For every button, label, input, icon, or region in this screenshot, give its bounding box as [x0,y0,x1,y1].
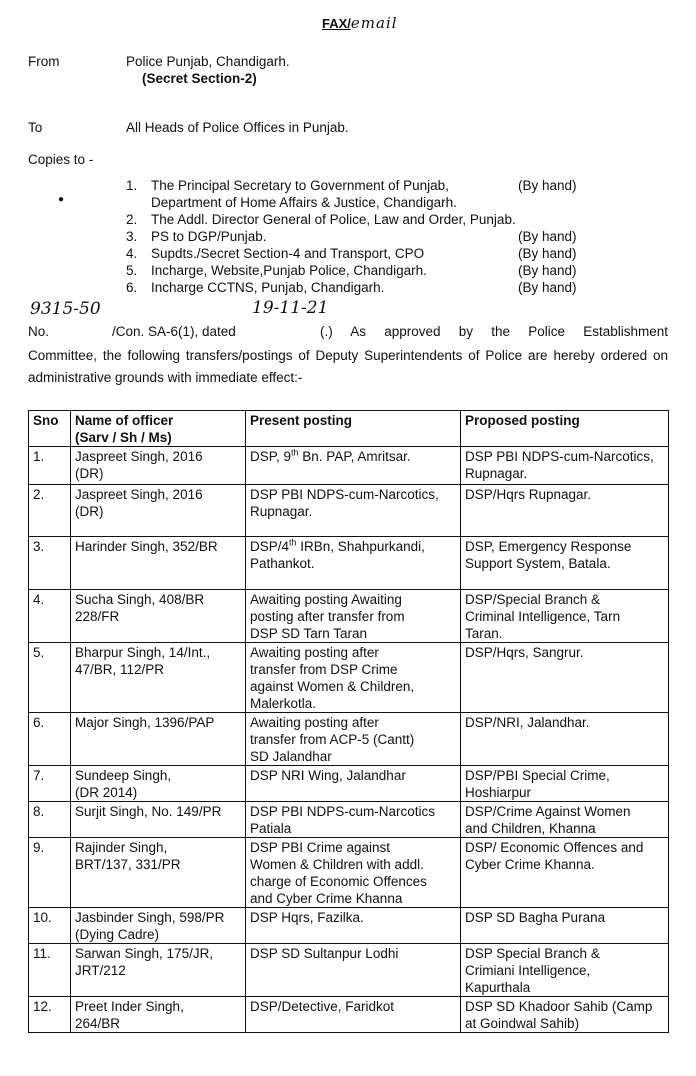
present-suffix: IRBn, Shahpurkandi, Pathankot. [250,539,425,571]
cell-name: Jaspreet Singh, 2016 (DR) [71,447,246,485]
copy-item [126,279,596,296]
copy-item [126,228,596,245]
cell-present: DSP SD Sultanpur Lodhi [246,944,461,997]
cell-sno: 2. [29,485,71,537]
cell-present: Awaiting posting Awaiting posting after transfer from DSP SD Tarn Taran [246,590,461,643]
header-present-posting: Present posting [246,411,461,447]
handwritten-email-note: email [350,14,398,32]
copy-num: 6. [126,280,138,295]
copy-text: Supdts./Secret Section-4 and Transport, CPO [151,246,425,261]
copy-num: 2. [126,212,138,227]
present-suffix: Bn. PAP, Amritsar. [298,449,411,464]
order-first-line: (.) As approved by the Police Establishment [320,324,668,339]
copies-list [126,177,596,296]
copy-by: (By hand) [518,280,577,295]
copy-num: 3. [126,229,138,244]
table-row [29,944,669,997]
from-label: From [28,54,60,69]
table-row [29,713,669,766]
cell-sno: 3. [29,537,71,590]
cell-name: Preet Inder Singh, 264/BR [71,997,246,1033]
bullet-dot: ● [58,194,65,205]
table-row [29,838,669,908]
from-office: Police Punjab, Chandigarh. [126,54,290,69]
to-label: To [28,120,43,135]
copy-num: 5. [126,263,138,278]
handwritten-order-date: 19-11-21 [252,298,329,318]
copy-text: The Addl. Director General of Police, Law and Order, Punjab. [151,212,516,227]
cell-proposed: DSP/PBI Special Crime, Hoshiarpur [461,766,669,802]
table-row [29,590,669,643]
cell-name: Bharpur Singh, 14/Int., 47/BR, 112/PR [71,643,246,713]
cell-present: Awaiting posting after transfer from ACP-5 (Cantt) SD Jalandhar [246,713,461,766]
cell-present: DSP PBI NDPS-cum-Narcotics Patiala [246,802,461,838]
cell-present: DSP NRI Wing, Jalandhar [246,766,461,802]
copy-text: Incharge, Website,Punjab Police, Chandigarh. [151,263,427,278]
copy-text: Department of Home Affairs & Justice, Chandigarh. [151,195,457,210]
cell-proposed: DSP/Crime Against Women and Children, Khanna [461,802,669,838]
copy-by: (By hand) [518,178,577,193]
cell-name: Rajinder Singh, BRT/137, 331/PR [71,838,246,908]
cell-sno: 10. [29,908,71,944]
cell-sno: 1. [29,447,71,485]
cell-proposed: DSP PBI NDPS-cum-Narcotics, Rupnagar. [461,447,669,485]
table-row [29,643,669,713]
cell-present [246,447,461,485]
cell-name: Sucha Singh, 408/BR 228/FR [71,590,246,643]
table-row [29,997,669,1033]
cell-name: Jasbinder Singh, 598/PR (Dying Cadre) [71,908,246,944]
cell-sno: 11. [29,944,71,997]
copy-num: 1. [126,178,138,193]
copies-label: Copies to - [28,152,94,167]
handwritten-order-number: 9315-50 [30,299,101,319]
ordinal-suffix: th [289,537,297,548]
present-prefix: DSP/4 [250,539,290,554]
copy-item [126,211,596,228]
copy-text: PS to DGP/Punjab. [151,229,267,244]
to-recipients: All Heads of Police Offices in Punjab. [126,120,349,135]
transfers-table [28,410,669,1033]
cell-proposed: DSP/Hqrs Rupnagar. [461,485,669,537]
cell-present [246,537,461,590]
present-prefix: DSP, 9 [250,449,292,464]
cell-proposed: DSP/NRI, Jalandhar. [461,713,669,766]
table-row [29,766,669,802]
cell-name: Harinder Singh, 352/BR [71,537,246,590]
table-row [29,537,669,590]
cell-proposed: DSP/Special Branch & Criminal Intelligence, Tarn Taran. [461,590,669,643]
order-paragraph: Committee, the following transfers/postings of Deputy Superintendents of Police are hereby ordered on administrative grounds with immediate effect:- [28,348,668,385]
copy-item [126,245,596,262]
cell-proposed: DSP/Hqrs, Sangrur. [461,643,669,713]
copy-text: Incharge CCTNS, Punjab, Chandigarh. [151,280,385,295]
table-row [29,447,669,485]
fax-label: FAX/ [322,16,351,31]
cell-present: DSP Hqrs, Fazilka. [246,908,461,944]
cell-present: Awaiting posting after transfer from DSP Crime against Women & Children, Malerkotla. [246,643,461,713]
copy-by: (By hand) [518,229,577,244]
order-number-line [28,298,668,339]
table-row [29,802,669,838]
header-name: Name of officer (Sarv / Sh / Ms) [71,411,246,447]
cell-sno: 9. [29,838,71,908]
copy-text: The Principal Secretary to Government of Punjab, [151,178,449,193]
cell-sno: 8. [29,802,71,838]
header-proposed-posting: Proposed posting [461,411,669,447]
copy-num: 4. [126,246,138,261]
cell-proposed: DSP, Emergency Response Support System, Batala. [461,537,669,590]
cell-sno: 12. [29,997,71,1033]
cell-proposed: DSP Special Branch & Crimiani Intelligence, Kapurthala [461,944,669,997]
copy-item [126,177,596,194]
cell-proposed: DSP SD Khadoor Sahib (Camp at Goindwal Sahib) [461,997,669,1033]
cell-proposed: DSP SD Bagha Purana [461,908,669,944]
fax-header [322,14,398,32]
order-no-label: No. [28,324,50,339]
ordinal-suffix: th [291,447,299,458]
cell-name: Major Singh, 1396/PAP [71,713,246,766]
cell-name: Surjit Singh, No. 149/PR [71,802,246,838]
cell-name: Sundeep Singh, (DR 2014) [71,766,246,802]
cell-sno: 6. [29,713,71,766]
header-sno: Sno [29,411,71,447]
cell-sno: 7. [29,766,71,802]
cell-sno: 4. [29,590,71,643]
from-section: (Secret Section-2) [142,71,257,86]
order-con-ref: /Con. SA-6(1), dated [112,324,236,339]
cell-name: Sarwan Singh, 175/JR, JRT/212 [71,944,246,997]
cell-name: Jaspreet Singh, 2016 (DR) [71,485,246,537]
copy-item [126,262,596,279]
cell-proposed: DSP/ Economic Offences and Cyber Crime Khanna. [461,838,669,908]
cell-sno: 5. [29,643,71,713]
copy-by: (By hand) [518,263,577,278]
cell-present: DSP PBI Crime against Women & Children with addl. charge of Economic Offences and Cyber Crime Khanna [246,838,461,908]
cell-present: DSP PBI NDPS-cum-Narcotics, Rupnagar. [246,485,461,537]
table-row [29,908,669,944]
table-header-row [29,411,669,447]
table-row [29,485,669,537]
copy-item [126,194,596,211]
cell-present: DSP/Detective, Faridkot [246,997,461,1033]
copy-by: (By hand) [518,246,577,261]
